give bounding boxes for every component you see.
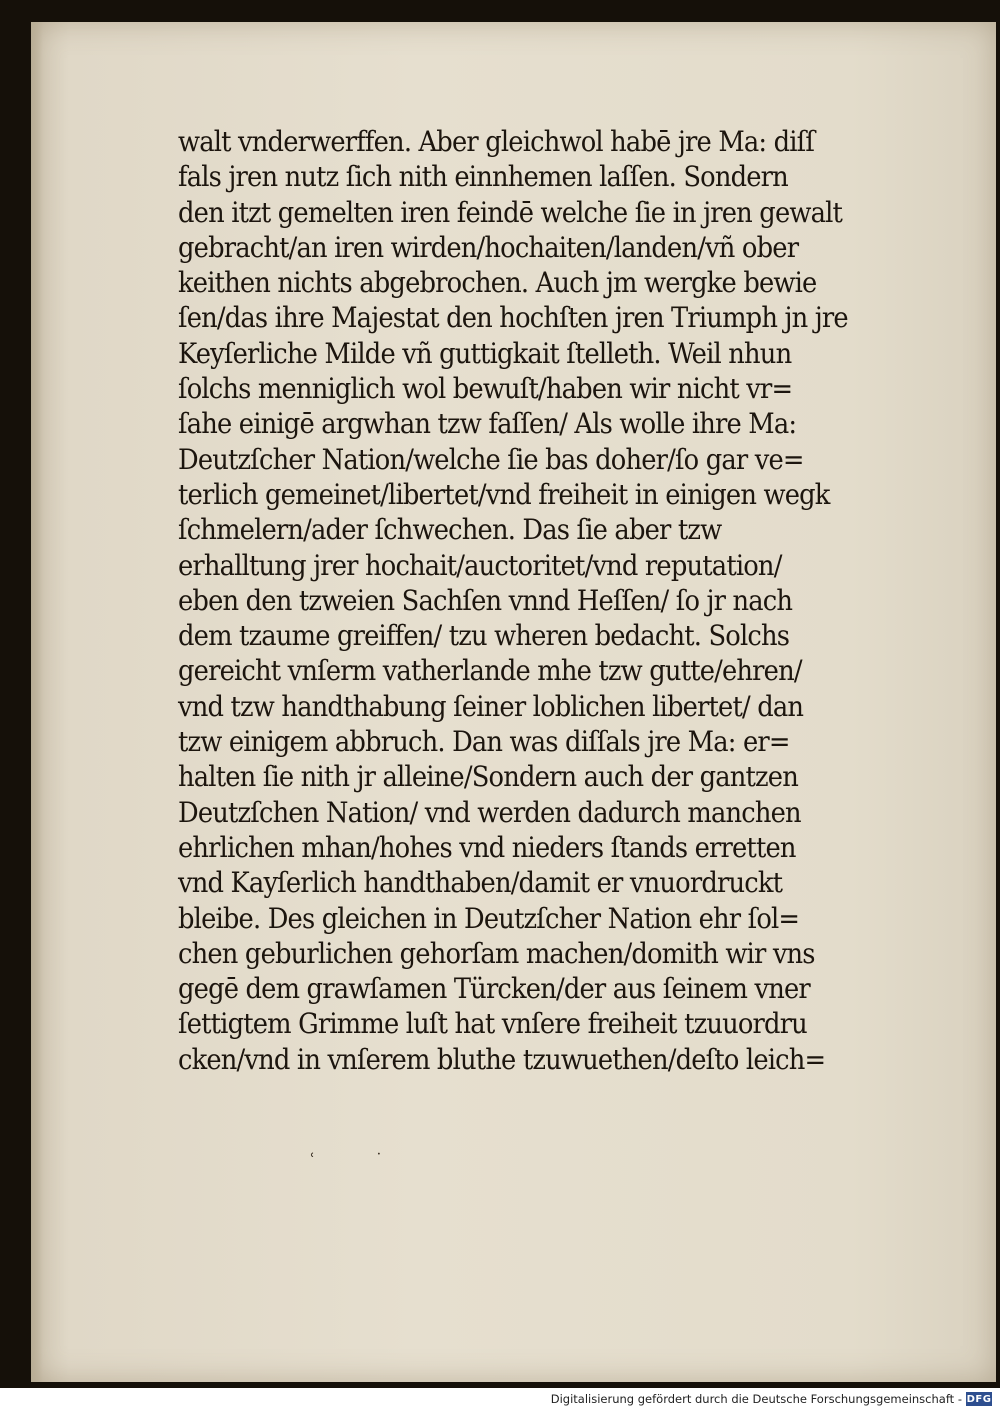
page-text [178, 124, 940, 1077]
text-line: Deutzſchen Nation/ vnd werden dadurch manchen [178, 795, 801, 829]
text-line: halten ſie nith jr alleine/Sondern auch der gantzen [178, 760, 798, 794]
text-line: ehrlichen mhan/hohes vnd nieders ſtands erretten [178, 830, 796, 864]
text-line: fals jren nutz ſich nith einnhemen laſſen. Sondern [178, 160, 788, 194]
page-binding-edge [31, 22, 43, 1382]
ink-specks: ʿ˙ [310, 1150, 443, 1169]
text-line: ſettigtem Grimme luſt hat vnſere freiheit tzuuordru [178, 1007, 807, 1041]
text-line: eben den tzweien Sachſen vnnd Heſſen/ ſo jr nach [178, 583, 793, 617]
dfg-logo-icon: DFG [966, 1393, 992, 1405]
text-line: gegē dem grawſamen Türcken/der aus ſeinem vner [178, 972, 810, 1006]
text-line: walt vnderwerffen. Aber gleichwol habē jre Ma: diſſ [178, 125, 815, 158]
text-line: chen geburlichen gehorſam machen/domith wir vns [178, 936, 815, 970]
text-line: ſchmelern/ader ſchwechen. Das ſie aber tzw [178, 513, 722, 547]
digitization-credit [551, 1391, 992, 1407]
text-line: dem tzaume greiffen/ tzu wheren bedacht. Solchs [178, 619, 790, 653]
text-line: tzw einigem abbruch. Dan was diſſals jre Ma: er= [178, 725, 790, 759]
text-line: erhalltung jrer hochait/auctoritet/vnd reputation/ [178, 548, 782, 582]
text-line: den itzt gemelten iren feindē welche ſie in jren gewalt [178, 195, 843, 229]
text-line: Deutzſcher Nation/welche ſie bas doher/ſo gar ve= [178, 442, 804, 476]
text-line: cken/vnd in vnſerem bluthe tzuwuethen/deſto leich= [178, 1042, 826, 1076]
text-line: vnd Kayſerlich handthaben/damit er vnuordruckt [178, 866, 783, 900]
text-line: gereicht vnſerm vatherlande mhe tzw gutte/ehren/ [178, 654, 802, 688]
text-line: ſolchs menniglich wol bewuſt/haben wir nicht vr= [178, 372, 793, 406]
text-line: bleibe. Des gleichen in Deutzſcher Nation ehr ſol= [178, 901, 800, 935]
text-line: Keyſerliche Milde vñ guttigkait ſtelleth. Weil nhun [178, 336, 792, 370]
text-line: gebracht/an iren wirden/hochaiten/landen/vñ ober [178, 230, 799, 264]
text-line: terlich gemeinet/libertet/vnd freiheit in einigen wegk [178, 477, 830, 511]
credit-text: Digitalisierung gefördert durch die Deutsche Forschungsgemeinschaft - [550, 1392, 962, 1406]
text-line: keithen nichts abgebrochen. Auch jm wergke bewie [178, 266, 817, 300]
text-line: ſahe einigē argwhan tzw faſſen/ Als wolle ihre Ma: [178, 407, 797, 441]
text-line: ſen/das ihre Majestat den hochſten jren Triumph jn jre [178, 301, 848, 335]
text-line: vnd tzw handthabung ſeiner loblichen libertet/ dan [178, 689, 804, 723]
